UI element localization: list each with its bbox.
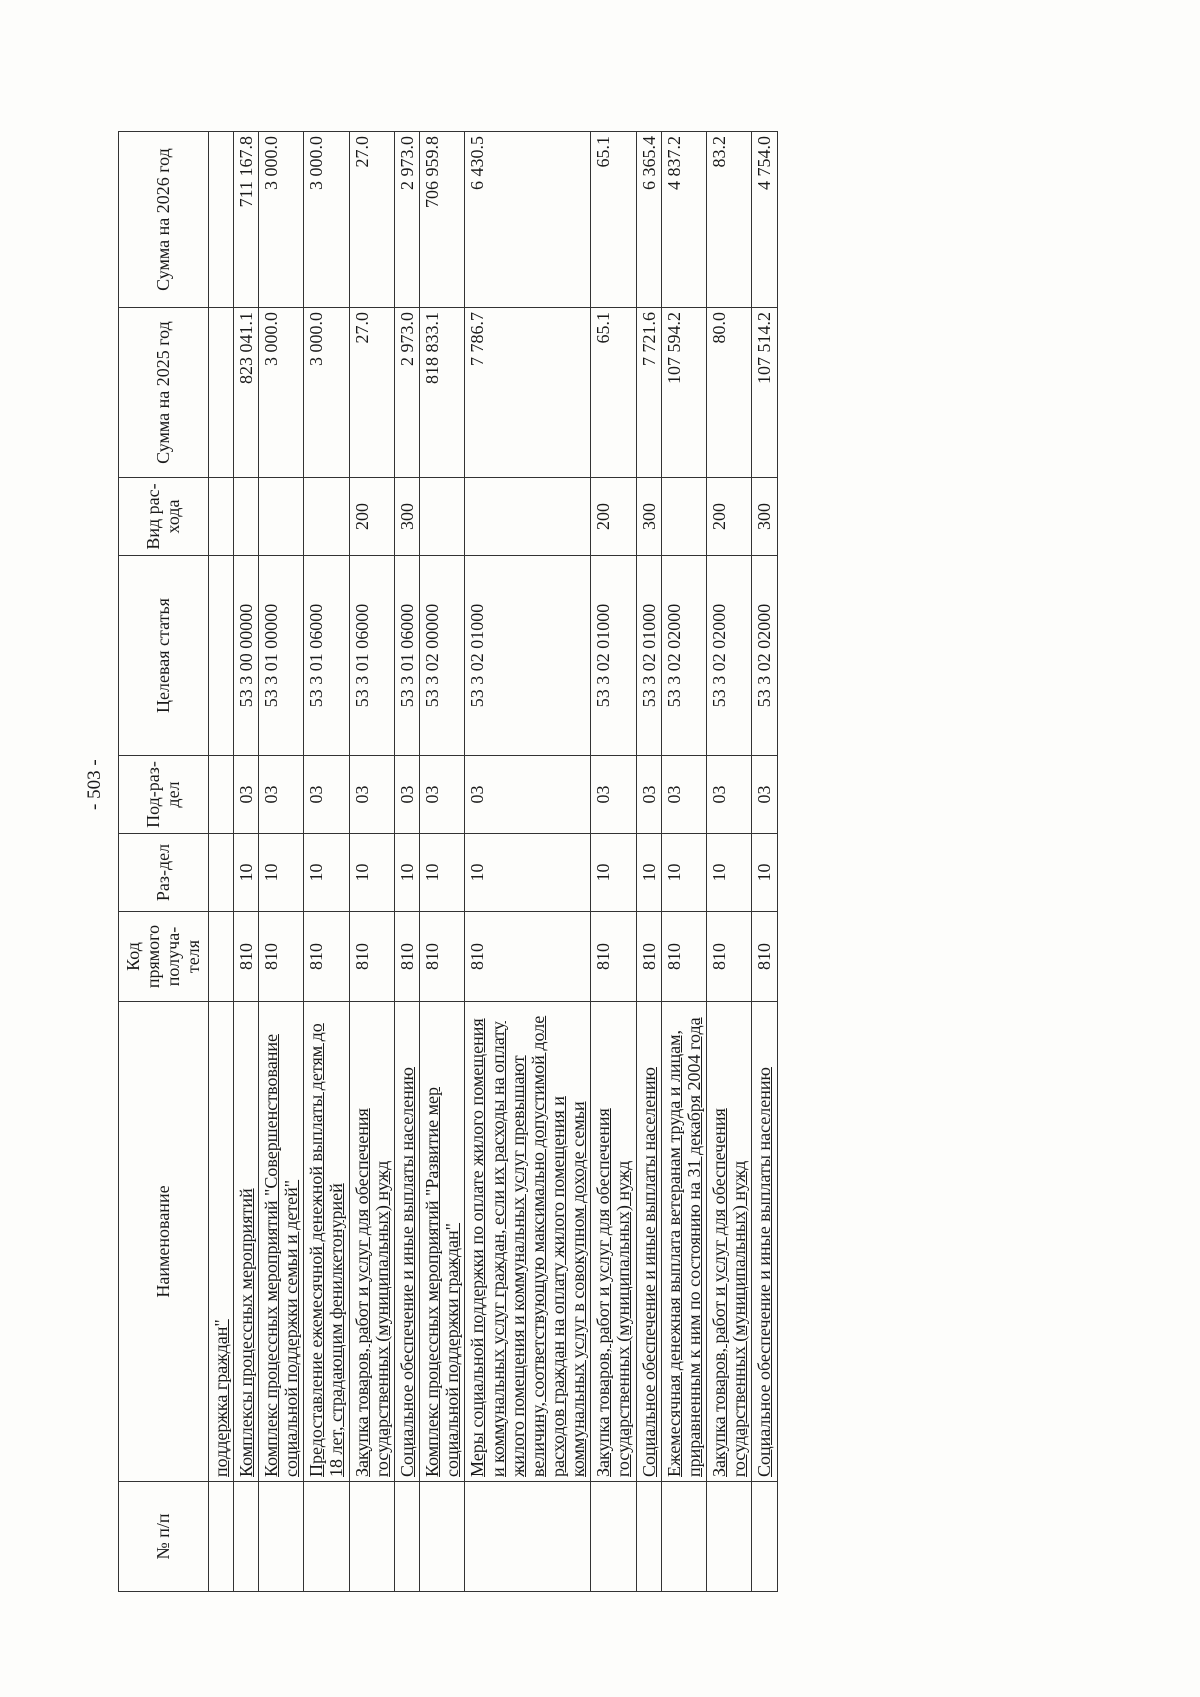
cell-name: поддержка граждан" xyxy=(208,1002,233,1482)
cell-sum2026: 3 000.0 xyxy=(258,132,303,308)
cell-target: 53 3 01 06000 xyxy=(304,556,349,756)
cell-num xyxy=(208,1482,233,1592)
cell-section: 10 xyxy=(233,834,258,912)
cell-name: Комплексы процессных мероприятий xyxy=(233,1002,258,1482)
cell-name: Социальное обеспечение и иные выплаты населению xyxy=(636,1002,661,1482)
cell-code: 810 xyxy=(707,912,752,1002)
cell-target: 53 3 02 01000 xyxy=(465,556,591,756)
table-row xyxy=(304,132,349,1592)
cell-section xyxy=(208,834,233,912)
cell-name: Меры социальной поддержки по оплате жилого помещения и коммунальных услуг граждан, если их расходы на оплату жилого помещения и коммунальных услуг превышают величину, соответствующую максимально допустимой доле расходов граждан на оплату жилого помещения и коммунальных услуг в совокупном доходе семьи xyxy=(465,1002,591,1482)
cell-type: 200 xyxy=(349,478,394,556)
cell-sum2026: 706 959.8 xyxy=(420,132,465,308)
table-row xyxy=(636,132,661,1592)
cell-name: Комплекс процессных мероприятий "Развитие мер социальной поддержки граждан" xyxy=(420,1002,465,1482)
cell-section: 10 xyxy=(420,834,465,912)
cell-type xyxy=(661,478,706,556)
cell-section: 10 xyxy=(752,834,777,912)
cell-subsection: 03 xyxy=(233,756,258,834)
header-num: № п/п xyxy=(119,1482,209,1592)
cell-sum2025: 2 973.0 xyxy=(394,308,419,478)
cell-sum2026: 3 000.0 xyxy=(304,132,349,308)
cell-num xyxy=(465,1482,591,1592)
cell-code: 810 xyxy=(661,912,706,1002)
table-row xyxy=(420,132,465,1592)
cell-code: 810 xyxy=(591,912,636,1002)
cell-subsection xyxy=(208,756,233,834)
cell-target: 53 3 00 00000 xyxy=(233,556,258,756)
cell-sum2026: 6 365.4 xyxy=(636,132,661,308)
page-number: - 503 - xyxy=(84,759,105,810)
cell-num xyxy=(661,1482,706,1592)
cell-type xyxy=(208,478,233,556)
cell-subsection: 03 xyxy=(394,756,419,834)
cell-num xyxy=(349,1482,394,1592)
cell-type xyxy=(258,478,303,556)
cell-sum2025: 27.0 xyxy=(349,308,394,478)
cell-section: 10 xyxy=(661,834,706,912)
table-row xyxy=(465,132,591,1592)
table-row xyxy=(394,132,419,1592)
cell-name: Закупка товаров, работ и услуг для обеспечения государственных (муниципальных) нужд xyxy=(707,1002,752,1482)
cell-num xyxy=(258,1482,303,1592)
cell-sum2026: 27.0 xyxy=(349,132,394,308)
cell-sum2025: 7 786.7 xyxy=(465,308,591,478)
cell-subsection: 03 xyxy=(707,756,752,834)
cell-subsection: 03 xyxy=(661,756,706,834)
header-target: Целевая статья xyxy=(119,556,209,756)
cell-subsection: 03 xyxy=(591,756,636,834)
cell-type: 300 xyxy=(394,478,419,556)
header-sum2025: Сумма на 2025 год xyxy=(119,308,209,478)
cell-name: Предоставление ежемесячной денежной выплаты детям до 18 лет, страдающим фенилкетонурией xyxy=(304,1002,349,1482)
cell-sum2025: 7 721.6 xyxy=(636,308,661,478)
table-body xyxy=(208,132,777,1592)
cell-sum2025: 3 000.0 xyxy=(304,308,349,478)
header-section: Раз-дел xyxy=(119,834,209,912)
header-type: Вид рас-хода xyxy=(119,478,209,556)
cell-code: 810 xyxy=(304,912,349,1002)
cell-sum2026: 2 973.0 xyxy=(394,132,419,308)
cell-subsection: 03 xyxy=(420,756,465,834)
cell-subsection: 03 xyxy=(258,756,303,834)
cell-section: 10 xyxy=(591,834,636,912)
rotated-page-content xyxy=(118,132,858,1592)
cell-section: 10 xyxy=(465,834,591,912)
table-row xyxy=(591,132,636,1592)
cell-name: Закупка товаров, работ и услуг для обеспечения государственных (муниципальных) нужд xyxy=(591,1002,636,1482)
cell-code: 810 xyxy=(752,912,777,1002)
header-name: Наименование xyxy=(119,1002,209,1482)
budget-table xyxy=(118,131,778,1592)
table-row xyxy=(258,132,303,1592)
cell-subsection: 03 xyxy=(752,756,777,834)
cell-target: 53 3 02 02000 xyxy=(661,556,706,756)
cell-target: 53 3 02 02000 xyxy=(707,556,752,756)
cell-section: 10 xyxy=(394,834,419,912)
cell-sum2025: 107 514.2 xyxy=(752,308,777,478)
cell-subsection: 03 xyxy=(636,756,661,834)
cell-sum2025: 65.1 xyxy=(591,308,636,478)
cell-type xyxy=(233,478,258,556)
table-row xyxy=(233,132,258,1592)
table-row xyxy=(707,132,752,1592)
cell-sum2026: 6 430.5 xyxy=(465,132,591,308)
cell-subsection: 03 xyxy=(349,756,394,834)
cell-sum2025: 818 833.1 xyxy=(420,308,465,478)
cell-target: 53 3 01 00000 xyxy=(258,556,303,756)
cell-num xyxy=(420,1482,465,1592)
cell-subsection: 03 xyxy=(465,756,591,834)
cell-sum2026: 711 167.8 xyxy=(233,132,258,308)
cell-type: 300 xyxy=(752,478,777,556)
cell-num xyxy=(233,1482,258,1592)
cell-sum2025: 3 000.0 xyxy=(258,308,303,478)
cell-num xyxy=(591,1482,636,1592)
header-code: Код прямого получа-теля xyxy=(119,912,209,1002)
cell-type: 300 xyxy=(636,478,661,556)
cell-code: 810 xyxy=(258,912,303,1002)
cell-type: 200 xyxy=(591,478,636,556)
table-row xyxy=(349,132,394,1592)
cell-name: Закупка товаров, работ и услуг для обеспечения государственных (муниципальных) нужд xyxy=(349,1002,394,1482)
cell-num xyxy=(304,1482,349,1592)
cell-section: 10 xyxy=(707,834,752,912)
cell-type xyxy=(304,478,349,556)
cell-target xyxy=(208,556,233,756)
cell-sum2026: 83.2 xyxy=(707,132,752,308)
cell-target: 53 3 02 02000 xyxy=(752,556,777,756)
cell-section: 10 xyxy=(258,834,303,912)
cell-name: Социальное обеспечение и иные выплаты населению xyxy=(394,1002,419,1482)
cell-sum2025: 107 594.2 xyxy=(661,308,706,478)
cell-code: 810 xyxy=(233,912,258,1002)
cell-num xyxy=(394,1482,419,1592)
cell-sum2025: 823 041.1 xyxy=(233,308,258,478)
cell-sum2026: 4 754.0 xyxy=(752,132,777,308)
cell-target: 53 3 01 06000 xyxy=(349,556,394,756)
table-row xyxy=(661,132,706,1592)
cell-type: 200 xyxy=(707,478,752,556)
cell-code: 810 xyxy=(349,912,394,1002)
cell-sum2025: 80.0 xyxy=(707,308,752,478)
header-subsection: Под-раз-дел xyxy=(119,756,209,834)
cell-type xyxy=(420,478,465,556)
table-row xyxy=(208,132,233,1592)
cell-code: 810 xyxy=(465,912,591,1002)
cell-num xyxy=(707,1482,752,1592)
cell-name: Комплекс процессных мероприятий "Совершенствование социальной поддержки семьи и детей" xyxy=(258,1002,303,1482)
cell-sum2025 xyxy=(208,308,233,478)
cell-sum2026: 65.1 xyxy=(591,132,636,308)
table-header-row xyxy=(119,132,209,1592)
cell-name: Ежемесячная денежная выплата ветеранам труда и лицам, приравненным к ним по состоянию на 31 декабря 2004 года xyxy=(661,1002,706,1482)
cell-name: Социальное обеспечение и иные выплаты населению xyxy=(752,1002,777,1482)
cell-code: 810 xyxy=(420,912,465,1002)
cell-code xyxy=(208,912,233,1002)
cell-code: 810 xyxy=(394,912,419,1002)
cell-section: 10 xyxy=(304,834,349,912)
cell-sum2026 xyxy=(208,132,233,308)
cell-target: 53 3 02 01000 xyxy=(591,556,636,756)
cell-code: 810 xyxy=(636,912,661,1002)
cell-subsection: 03 xyxy=(304,756,349,834)
cell-section: 10 xyxy=(349,834,394,912)
header-sum2026: Сумма на 2026 год xyxy=(119,132,209,308)
cell-target: 53 3 02 00000 xyxy=(420,556,465,756)
cell-num xyxy=(636,1482,661,1592)
cell-target: 53 3 01 06000 xyxy=(394,556,419,756)
table-row xyxy=(752,132,777,1592)
cell-num xyxy=(752,1482,777,1592)
cell-sum2026: 4 837.2 xyxy=(661,132,706,308)
cell-type xyxy=(465,478,591,556)
cell-target: 53 3 02 01000 xyxy=(636,556,661,756)
cell-section: 10 xyxy=(636,834,661,912)
